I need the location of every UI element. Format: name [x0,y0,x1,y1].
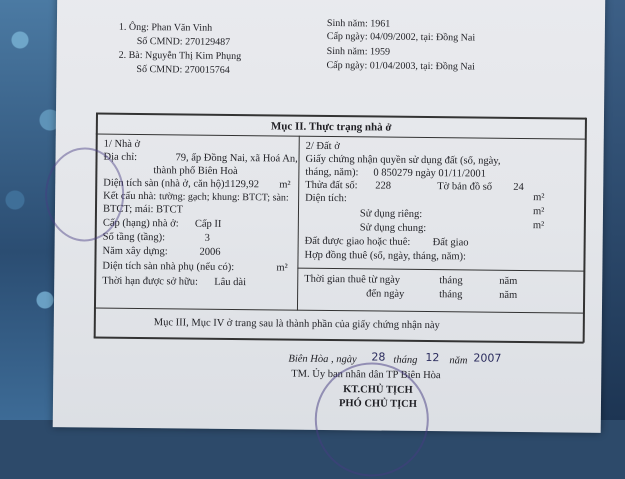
ownership-value: Lâu dài [214,276,247,289]
lease-from-year: năm [499,275,518,287]
shared-use-label: Sử dụng chung: [359,222,427,235]
owner2-id: Số CMND: 270015764 [136,63,230,76]
allocation-value: Đất giao [432,237,469,249]
structure-value: tường: gạch; khung: BTCT; sàn: [159,191,289,204]
lease-to-month: tháng [439,289,463,301]
parcel-value: 228 [375,180,392,192]
day-handwritten: 28 [371,350,386,364]
shared-use-unit: m² [532,220,545,232]
owner1-id: Số CMND: 270129487 [136,35,231,48]
year-built-value: 2006 [199,246,221,258]
ownership-label: Thời hạn được sở hữu: [102,275,198,288]
floors-value: 3 [204,232,211,244]
aux-area-label: Diện tích sàn nhà phụ (nếu có): [102,260,235,274]
owner2-name: 2. Bà: Nguyễn Thị Kim Phụng [118,49,242,63]
cert-label-1: Giấy chứng nhận quyền sử dụng đất (số, ngày, [305,153,501,167]
owner2-birth: Sinh năm: 1959 [326,45,391,58]
lease-contract-label: Hợp đồng thuê (số, ngày, tháng, năm): [304,249,467,263]
title-divider [96,134,586,140]
floor-area-label: Diện tích sàn (nhà ở, căn hộ): [103,177,228,190]
seal-stamp-bottom [314,362,429,477]
floors-label: Số tầng (tầng): [102,231,166,244]
map-label: Tờ bản đồ số [437,181,493,193]
cert-label-2: tháng, năm): [305,166,359,179]
private-use-unit: m² [532,206,545,218]
certificate-page [53,0,606,433]
map-value: 24 [513,181,524,194]
floor-area-unit: m² [279,179,291,191]
signer-title-2: PHÓ CHỦ TỊCH [338,398,418,410]
place-date-label: Biên Hòa , ngày [288,353,357,366]
authority-line: TM. Ủy ban nhân dân TP Biên Hòa [291,368,441,382]
owner2-issued: Cấp ngày: 01/04/2003, tại: Đồng Nai [326,59,475,73]
land-heading: 2/ Đất ở [305,140,340,153]
year-built-label: Năm xây dựng: [102,245,168,258]
table-top-border [96,113,586,120]
lease-to-label: đến ngày [366,288,405,300]
land-area-label: Diện tích: [305,192,347,205]
footer-note: Mục III, Mục IV ở trang sau là thành phần của giấy chứng nhận này [153,317,440,332]
address-value-2: thành phố Biên Hoà [153,165,238,178]
floor-area-value: 1129,92 [225,178,260,191]
land-area-unit: m² [533,192,545,204]
grade-label: Cấp (hạng) nhà ở: [102,217,179,230]
cert-value: 0 850279 ngày 01/11/2001 [373,167,486,180]
owner1-name: 1. Ông: Phan Văn Vinh [118,21,213,34]
lease-divider [297,268,584,272]
structure-value-2: BTCT; mái: BTCT [102,203,183,216]
owner1-birth: Sinh năm: 1961 [326,17,391,30]
structure-label: Kết cấu nhà: [103,190,157,203]
parcel-label: Thửa đất số: [305,179,358,192]
signer-title-1: KT.CHỦ TỊCH [343,384,413,396]
aux-area-unit: m² [276,262,288,274]
address-label: Địa chỉ: [103,151,138,163]
table-bottom-border [94,337,584,344]
month-handwritten: 12 [425,351,440,365]
address-value: 79, ấp Đồng Nai, xã Hoá An, [175,152,298,165]
year-label: năm [449,355,468,367]
allocation-label: Đất được giao hoặc thuê: [304,235,411,248]
lease-from-month: tháng [439,275,463,287]
house-heading: 1/ Nhà ở [103,138,141,151]
table-right-border [583,118,587,343]
private-use-label: Sử dụng riêng: [359,208,423,220]
lease-to-year: năm [499,289,518,301]
year-handwritten: 2007 [473,351,502,365]
owner1-issued: Cấp ngày: 04/09/2002, tại: Đồng Nai [326,30,476,44]
grade-value: Cấp II [194,218,222,230]
month-label: tháng [393,354,418,366]
section2-title: Mục II. Thực trạng nhà ở [270,120,392,134]
lease-from-label: Thời gian thuê từ ngày [304,273,401,286]
footer-divider [94,308,584,314]
